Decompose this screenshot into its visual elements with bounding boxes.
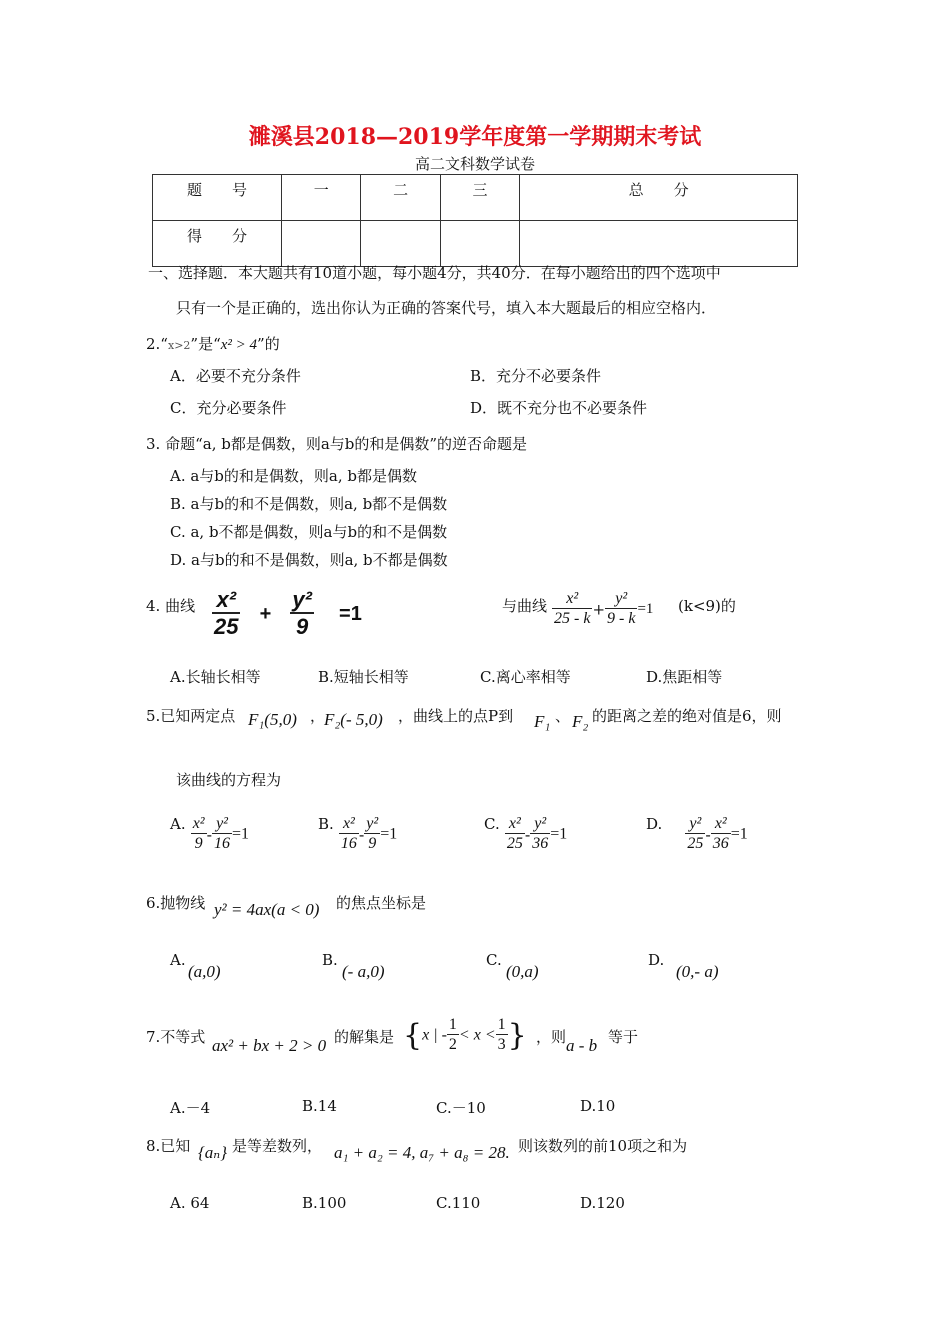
q6-text-a: 6.抛物线 bbox=[146, 894, 206, 912]
denominator: 36 bbox=[532, 835, 549, 852]
q7-expression: ax² + bx + 2 > 0 bbox=[212, 1036, 327, 1055]
q6-option-a-label: A. bbox=[170, 951, 186, 969]
score-cell bbox=[440, 221, 519, 267]
q2-text-b: ”是“ bbox=[190, 335, 221, 353]
numerator: x² bbox=[216, 587, 237, 612]
q8-sequence: {aₙ} bbox=[198, 1143, 227, 1162]
equals-one: =1 bbox=[550, 825, 568, 843]
score-cell bbox=[520, 221, 798, 267]
q4-text-c: (k<9)的 bbox=[678, 597, 736, 615]
score-cell bbox=[361, 221, 440, 267]
question-3-stem: 3. 命题“a, b都是偶数，则a与b的和是偶数”的逆否命题是 bbox=[146, 435, 528, 453]
q5-text-c: 的距离之差的绝对值是6，则 bbox=[592, 707, 782, 725]
denominator: 9 - k bbox=[607, 610, 636, 627]
denominator: 25 - k bbox=[554, 610, 591, 627]
denominator: 16 bbox=[214, 835, 231, 852]
q3-option-b: B. a与b的和不是偶数，则a, b都不是偶数 bbox=[170, 495, 448, 513]
q2-text-c: ”的 bbox=[257, 335, 280, 353]
numerator: 1 bbox=[448, 1016, 457, 1033]
score-cell bbox=[282, 221, 361, 267]
q2-option-d: D．既不充分也不必要条件 bbox=[470, 399, 648, 417]
q8-text-b: 是等差数列， bbox=[232, 1137, 323, 1155]
minus-sign: - bbox=[358, 825, 365, 844]
fraction bbox=[212, 815, 232, 854]
minus-sign: - bbox=[206, 825, 213, 844]
q5-option-a bbox=[170, 815, 249, 854]
q2-option-c: C．充分必要条件 bbox=[170, 399, 287, 417]
denominator: 9 bbox=[191, 833, 207, 854]
equals-one: =1 bbox=[339, 602, 362, 625]
q6-option-b-label: B. bbox=[322, 951, 338, 969]
section-instructions-line1: 一、选择题．本大题共有10道小题，每小题4分，共40分．在每小题给出的四个选项中 bbox=[148, 264, 721, 282]
fraction bbox=[496, 1016, 508, 1055]
q5-comma: ， bbox=[310, 707, 326, 725]
numerator: y² bbox=[292, 587, 312, 612]
q7-text-b: 的解集是 bbox=[334, 1028, 395, 1046]
option-label: C. bbox=[484, 815, 500, 833]
equals-one: =1 bbox=[637, 601, 654, 617]
fraction bbox=[685, 815, 705, 854]
q7-text-a: 7.不等式 bbox=[146, 1028, 206, 1046]
minus-sign: - bbox=[524, 825, 531, 844]
minus-sign: - bbox=[705, 825, 711, 844]
q3-option-d: D. a与b的和不是偶数，则a, b不都是偶数 bbox=[170, 551, 448, 569]
q8-option-c: C.110 bbox=[436, 1194, 481, 1212]
q5-option-d bbox=[646, 815, 748, 854]
q8-option-a: A. 64 bbox=[170, 1194, 210, 1212]
q4-option-b: B.短轴长相等 bbox=[318, 668, 409, 686]
denominator: 16 bbox=[340, 835, 357, 852]
numerator: y² bbox=[689, 815, 702, 832]
inequality: < x < bbox=[458, 1026, 496, 1044]
q5-text-a: 5.已知两定点 bbox=[146, 707, 236, 725]
q6-option-a: (a,0) bbox=[188, 962, 221, 981]
q4-text-b: 与曲线 bbox=[502, 597, 548, 615]
numerator: y² bbox=[366, 815, 379, 832]
equals-one: =1 bbox=[730, 825, 748, 843]
denominator: 25 bbox=[214, 614, 239, 639]
q7-option-c: C.－10 bbox=[436, 1099, 486, 1117]
denominator: 9 bbox=[364, 833, 380, 854]
fraction bbox=[290, 588, 314, 640]
exam-title: 濉溪县2018—2019学年度第一学期期末考试 bbox=[248, 124, 702, 150]
numerator: y² bbox=[216, 815, 228, 832]
numerator: y² bbox=[615, 590, 628, 607]
fraction bbox=[605, 590, 637, 629]
question-2-stem bbox=[146, 333, 280, 354]
q5-f2: F₂ bbox=[572, 712, 589, 731]
q4-curve-2 bbox=[552, 590, 653, 629]
score-table bbox=[152, 174, 798, 267]
right-brace: } bbox=[507, 1018, 527, 1053]
q4-curve-1 bbox=[212, 588, 362, 640]
q8-text-a: 8.已知 bbox=[146, 1137, 191, 1155]
q3-option-c: C. a, b不都是偶数，则a与b的和不是偶数 bbox=[170, 523, 448, 541]
fraction bbox=[212, 588, 240, 640]
fraction bbox=[711, 815, 731, 854]
numerator: y² bbox=[534, 815, 547, 832]
q6-option-c: (0,a) bbox=[506, 962, 539, 981]
numerator: x² bbox=[192, 815, 205, 832]
q2-option-b: B．充分不必要条件 bbox=[470, 367, 602, 385]
denominator: 9 bbox=[290, 612, 314, 640]
table-cell: 得 分 bbox=[153, 221, 282, 267]
q2-condition: x>2 bbox=[167, 339, 191, 352]
q8-option-d: D.120 bbox=[580, 1194, 625, 1212]
q5-text-d: 该曲线的方程为 bbox=[176, 771, 282, 789]
q2-expression: x² > 4 bbox=[220, 337, 258, 353]
q6-expression: y² = 4ax(a < 0) bbox=[214, 900, 320, 919]
numerator: 1 bbox=[497, 1016, 506, 1033]
option-label: B. bbox=[318, 815, 334, 833]
table-cell: 题 号 bbox=[153, 175, 282, 221]
q7-text-d: 等于 bbox=[608, 1028, 639, 1046]
q7-option-a: A.－4 bbox=[170, 1099, 211, 1117]
q4-option-c: C.离心率相等 bbox=[480, 668, 571, 686]
option-label: A. bbox=[170, 815, 186, 833]
denominator: 2 bbox=[448, 1036, 457, 1053]
q7-solution-set bbox=[403, 1016, 527, 1055]
q7-text-c: ，则 bbox=[536, 1028, 567, 1046]
set-builder: x | - bbox=[422, 1026, 447, 1044]
denominator: 25 bbox=[506, 835, 523, 852]
q6-option-d-label: D. bbox=[648, 951, 665, 969]
table-cell: 二 bbox=[361, 175, 440, 221]
q7-expression-2: a - b bbox=[566, 1036, 598, 1055]
q6-option-d: (0,- a) bbox=[676, 962, 719, 981]
q4-option-d: D.焦距相等 bbox=[646, 668, 723, 686]
q4-text-a: 4. 曲线 bbox=[146, 597, 196, 615]
q4-option-a: A.长轴长相等 bbox=[170, 668, 261, 686]
q5-option-b bbox=[318, 815, 397, 854]
q6-option-c-label: C. bbox=[486, 951, 502, 969]
fraction bbox=[191, 815, 207, 854]
left-brace: { bbox=[403, 1018, 423, 1053]
table-cell: 总 分 bbox=[520, 175, 798, 221]
fraction bbox=[339, 815, 359, 854]
equals-one: =1 bbox=[232, 825, 250, 843]
table-cell: 三 bbox=[440, 175, 519, 221]
option-label: D. bbox=[646, 815, 663, 833]
denominator: 3 bbox=[497, 1036, 506, 1053]
q7-option-d: D.10 bbox=[580, 1097, 616, 1115]
q3-option-a: A. a与b的和是偶数，则a, b都是偶数 bbox=[170, 467, 417, 485]
table-row bbox=[153, 221, 798, 267]
q5-point-f2: F₂(- 5,0) bbox=[324, 710, 383, 729]
fraction bbox=[505, 815, 525, 854]
numerator: x² bbox=[508, 815, 521, 832]
q5-separator: 、 bbox=[555, 707, 571, 725]
q6-option-b: (- a,0) bbox=[342, 962, 385, 981]
numerator: x² bbox=[566, 590, 579, 607]
plus-sign: + bbox=[259, 602, 272, 625]
fraction bbox=[552, 590, 592, 629]
q8-option-b: B.100 bbox=[302, 1194, 347, 1212]
q5-f1: F₁ bbox=[534, 712, 551, 731]
plus-sign: + bbox=[592, 600, 606, 619]
table-cell: 一 bbox=[282, 175, 361, 221]
q5-point-f1: F₁(5,0) bbox=[248, 710, 297, 729]
q5-option-c bbox=[484, 815, 567, 854]
table-row bbox=[153, 175, 798, 221]
q8-text-c: 则该数列的前10项之和为 bbox=[518, 1137, 688, 1155]
numerator: x² bbox=[714, 815, 727, 832]
fraction bbox=[530, 815, 550, 854]
numerator: x² bbox=[342, 815, 355, 832]
q6-text-b: 的焦点坐标是 bbox=[336, 894, 427, 912]
section-instructions-line2: 只有一个是正确的，选出你认为正确的答案代号，填入本大题最后的相应空格内． bbox=[176, 299, 717, 317]
q2-option-a: A．必要不充分条件 bbox=[170, 367, 301, 385]
equals-one: =1 bbox=[380, 825, 398, 843]
fraction bbox=[447, 1016, 459, 1055]
q8-expression: a₁ + a₂ = 4, a₇ + a₈ = 28. bbox=[334, 1143, 510, 1162]
exam-subtitle: 高二文科数学试卷 bbox=[414, 155, 535, 173]
denominator: 25 bbox=[687, 835, 704, 852]
q2-text-a: 2.“ bbox=[146, 335, 168, 353]
denominator: 36 bbox=[712, 835, 729, 852]
fraction bbox=[364, 815, 380, 854]
q5-text-b: ，曲线上的点P到 bbox=[398, 707, 514, 725]
q7-option-b: B.14 bbox=[302, 1097, 337, 1115]
